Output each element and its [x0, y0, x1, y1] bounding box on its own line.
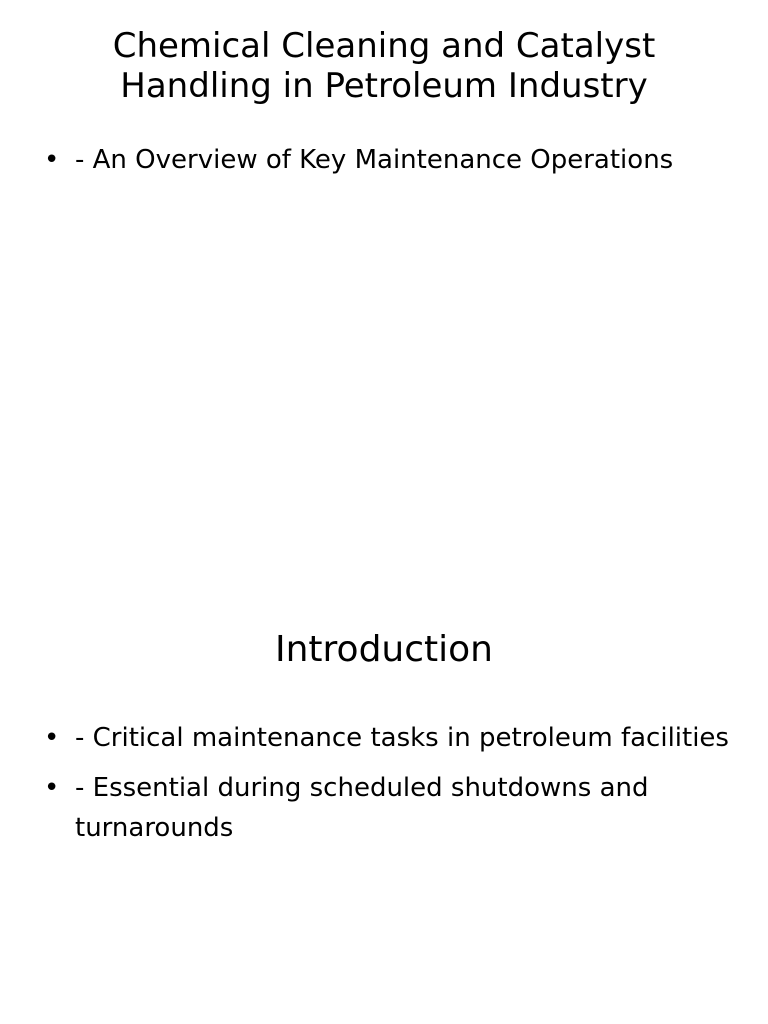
bullet-text: - Critical maintenance tasks in petroleum facilities	[75, 723, 729, 753]
slide-title: Introduction	[274, 629, 493, 670]
bullet-text: - Essential during scheduled shutdowns and turnarounds	[75, 773, 649, 843]
bullet-item	[44, 718, 734, 758]
bullet-list	[44, 718, 734, 858]
bullet-point-icon: •	[44, 723, 60, 753]
bullet-item	[44, 144, 734, 177]
bullet-point-icon: •	[44, 773, 60, 803]
slide-2	[0, 512, 768, 1024]
bullet-item	[44, 768, 734, 848]
bullet-list	[44, 144, 734, 187]
bullet-text: - An Overview of Key Maintenance Operations	[75, 145, 674, 175]
slide-title: Chemical Cleaning and Catalyst Handling in Petroleum Industry	[112, 26, 656, 106]
bullet-point-icon: •	[44, 145, 60, 175]
